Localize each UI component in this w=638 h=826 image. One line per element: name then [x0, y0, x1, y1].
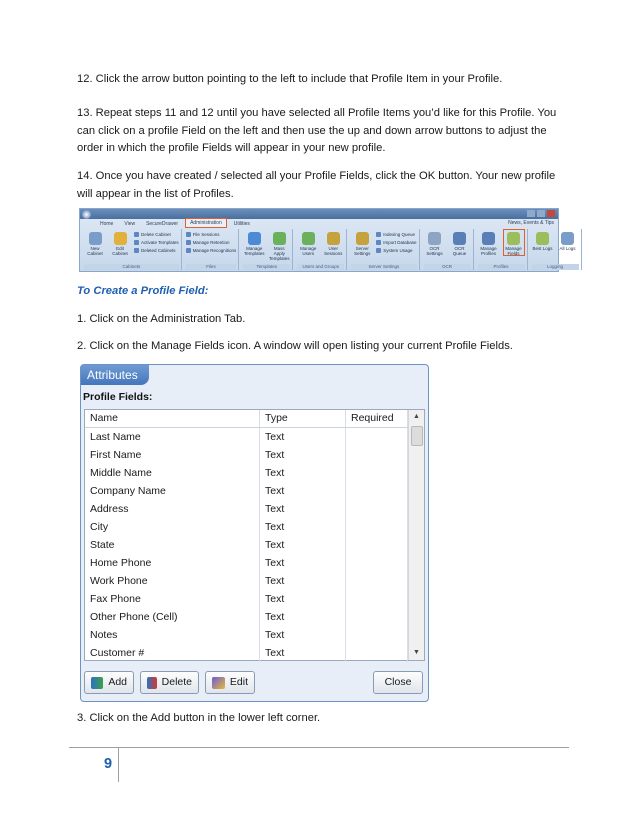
window-controls [527, 210, 555, 217]
cell-type: Text [260, 500, 346, 518]
cell-name: First Name [85, 446, 260, 464]
table-row[interactable] [85, 428, 424, 446]
step-1-text: 1. Click on the Administration Tab. [77, 313, 246, 325]
ribbon-small-icon [134, 248, 139, 253]
cell-name: Address [85, 500, 260, 518]
ribbon-titlebar [80, 209, 558, 219]
ribbon-button-label: Best Logs [532, 246, 553, 251]
cell-name: Work Phone [85, 572, 260, 590]
close-button-label: Close [384, 676, 412, 688]
scroll-up-icon[interactable]: ▲ [413, 413, 420, 420]
ribbon-button-icon [356, 232, 369, 245]
ribbon-tab-view[interactable]: View [124, 221, 136, 227]
cell-required [346, 518, 408, 536]
cell-required [346, 644, 408, 662]
ribbon-group-items [186, 229, 237, 264]
maximize-icon[interactable] [537, 210, 545, 217]
ribbon-small-icon [134, 240, 139, 245]
ribbon-button-label: OCR Settings [426, 246, 443, 256]
add-button[interactable] [84, 671, 134, 694]
step-12-text: 12. Click the arrow button pointing to the left to include that Profile Item in your Profile. [77, 73, 503, 85]
ribbon-small-label: Import Database [383, 240, 417, 245]
ribbon-button-icon [453, 232, 466, 245]
ribbon-group-server-settings [349, 229, 419, 270]
table-row[interactable] [85, 518, 424, 536]
ribbon-group-templates [241, 229, 293, 270]
ribbon-button-icon [536, 232, 549, 245]
cell-name: Notes [85, 626, 260, 644]
app-orb-icon[interactable] [82, 210, 91, 219]
table-row[interactable] [85, 554, 424, 572]
column-header-name[interactable]: Name [85, 410, 260, 427]
ribbon-small-label: Indexing Queue [383, 232, 415, 237]
ribbon-group-ocr [422, 229, 474, 270]
add-button-label: Add [108, 676, 127, 688]
edit-button-label: Edit [229, 676, 248, 688]
cell-required [346, 428, 408, 446]
ribbon-tab-home[interactable]: Home [100, 221, 114, 227]
cell-type: Text [260, 554, 346, 572]
ribbon-button-label: Manage Users [300, 246, 317, 256]
ribbon-small-icon [186, 248, 191, 253]
table-row[interactable] [85, 464, 424, 482]
ribbon-group-label: Files [186, 264, 237, 270]
cell-type: Text [260, 644, 346, 662]
footer-vertical-divider [118, 748, 119, 782]
ribbon-small-buttons [186, 231, 237, 254]
ribbon-button-best-logs[interactable] [532, 229, 554, 251]
section-heading: To Create a Profile Field: [77, 285, 209, 297]
ribbon-small-button-import-database[interactable] [376, 239, 416, 246]
ribbon-tab-utilities[interactable]: Utilities [233, 221, 250, 227]
ribbon-group-items [297, 229, 344, 264]
ribbon-button-label: Manage Templates [243, 246, 265, 256]
edit-icon [212, 677, 225, 689]
attributes-dialog [80, 364, 429, 702]
ribbon-small-label: File Sessions [192, 232, 220, 237]
column-header-required[interactable]: Required [346, 410, 408, 427]
ribbon-button-ocr-settings[interactable] [424, 229, 446, 256]
step-14-text: 14. Once you have created / selected all your Profile Fields, click the OK button. Your new profile will appear in the list of Profiles. [77, 170, 556, 200]
ribbon-button-label: Server Settings [354, 246, 371, 256]
ribbon-small-label: Manage Retention [192, 240, 230, 245]
table-row[interactable] [85, 536, 424, 554]
ribbon-group-cabinets [82, 229, 182, 270]
ribbon-small-label: Activate Templates [141, 240, 179, 245]
ribbon-small-buttons [134, 231, 179, 254]
cell-type: Text [260, 464, 346, 482]
cell-type: Text [260, 608, 346, 626]
table-row[interactable] [85, 626, 424, 644]
ribbon-small-button-deleted-cabinets[interactable] [134, 247, 179, 254]
table-row[interactable] [85, 608, 424, 626]
cell-required [346, 554, 408, 572]
table-row[interactable] [85, 644, 424, 662]
ribbon-small-label: System Usage [383, 248, 413, 253]
ribbon-button-icon [248, 232, 261, 245]
ribbon-group-profiles [476, 229, 528, 270]
cell-type: Text [260, 536, 346, 554]
cell-type: Text [260, 590, 346, 608]
ribbon-group-label: Users and Groups [297, 264, 344, 270]
add-icon [91, 677, 103, 689]
table-row[interactable] [85, 572, 424, 590]
table-row[interactable] [85, 590, 424, 608]
ribbon-body [80, 228, 576, 271]
ribbon-screenshot [79, 208, 576, 272]
cell-type: Text [260, 518, 346, 536]
ribbon-button-mass-apply-templates[interactable] [268, 229, 290, 261]
ribbon-group-items [351, 229, 416, 264]
ribbon-button-user-sessions[interactable] [322, 229, 344, 256]
profile-fields-grid[interactable] [84, 409, 425, 661]
ribbon-button-label: Mass Apply Templates [268, 246, 290, 261]
cell-required [346, 536, 408, 554]
table-row[interactable] [85, 500, 424, 518]
cell-required [346, 590, 408, 608]
ribbon-button-manage-fields[interactable] [503, 229, 525, 256]
footer-divider [69, 747, 569, 748]
vertical-scrollbar[interactable] [408, 410, 424, 660]
column-header-type[interactable]: Type [260, 410, 346, 427]
ribbon-button-icon [114, 232, 127, 245]
ribbon-button-icon [428, 232, 441, 245]
cell-required [346, 446, 408, 464]
cell-type: Text [260, 428, 346, 446]
ribbon-group-users-and-groups [295, 229, 347, 270]
ribbon-button-manage-profiles[interactable] [478, 229, 500, 256]
ribbon-button-all-logs[interactable] [557, 229, 579, 251]
delete-button-label: Delete [161, 676, 192, 688]
ribbon-tab-securedrawer[interactable]: SecureDrawer [146, 221, 179, 227]
ribbon-small-icon [376, 240, 381, 245]
cell-name: Other Phone (Cell) [85, 608, 260, 626]
ribbon-button-icon [561, 232, 574, 245]
ribbon-group-logging [530, 229, 582, 270]
ribbon-group-label: Templates [243, 264, 290, 270]
step-2-text: 2. Click on the Manage Fields icon. A window will open listing your current Profile Fields. [77, 340, 513, 352]
ribbon-tab-administration[interactable]: Administration [185, 218, 227, 228]
profile-fields-label: Profile Fields: [83, 391, 153, 403]
ribbon-button-label: Edit Cabinet [112, 246, 128, 256]
ribbon-button-server-settings[interactable] [351, 229, 373, 256]
ribbon-button-new-cabinet[interactable] [84, 229, 106, 256]
ribbon-small-button-indexing-queue[interactable] [376, 231, 416, 238]
ribbon-group-label: Profiles [478, 264, 525, 270]
page-number: 9 [104, 756, 113, 772]
cell-name: Fax Phone [85, 590, 260, 608]
close-button[interactable] [373, 671, 423, 694]
ribbon-button-label: Manage Fields [505, 246, 522, 256]
ribbon-button-label: OCR Queue [452, 246, 467, 256]
cell-required [346, 464, 408, 482]
cell-required [346, 482, 408, 500]
scroll-thumb[interactable] [411, 426, 423, 446]
ribbon-group-label: Cabinets [84, 264, 179, 270]
news-link[interactable]: News, Events & Tips [508, 220, 554, 226]
cell-required [346, 608, 408, 626]
cell-required [346, 572, 408, 590]
ribbon-button-manage-templates[interactable] [243, 229, 265, 256]
cell-type: Text [260, 572, 346, 590]
dialog-title: Attributes [81, 365, 149, 385]
ribbon-button-icon [482, 232, 495, 245]
ribbon-small-label: Manage Recognitions [192, 248, 237, 253]
ribbon-small-button-activate-templates[interactable] [134, 239, 179, 246]
ribbon-group-items [84, 229, 179, 264]
delete-button[interactable] [140, 671, 199, 694]
cell-name: Middle Name [85, 464, 260, 482]
ribbon-group-label: OCR [424, 264, 471, 270]
cell-name: State [85, 536, 260, 554]
cell-type: Text [260, 446, 346, 464]
ribbon-small-icon [376, 232, 381, 237]
cell-type: Text [260, 626, 346, 644]
ribbon-group-items [424, 229, 471, 264]
ribbon-button-label: All Logs [559, 246, 576, 251]
ribbon-small-icon [186, 232, 191, 237]
step-3-text: 3. Click on the Add button in the lower left corner. [77, 712, 321, 724]
close-icon[interactable] [547, 210, 555, 217]
table-row[interactable] [85, 446, 424, 464]
ribbon-small-button-delete-cabinet[interactable] [134, 231, 179, 238]
ribbon-small-button-system-usage[interactable] [376, 247, 416, 254]
cell-name: Home Phone [85, 554, 260, 572]
ribbon-tabs [80, 219, 558, 228]
ribbon-small-label: Deleted Cabinets [141, 248, 176, 253]
delete-icon [147, 677, 157, 689]
cell-name: Customer # [85, 644, 260, 662]
table-row[interactable] [85, 482, 424, 500]
ribbon-button-label: User Sessions [324, 246, 343, 256]
ribbon-group-label: Server Settings [351, 264, 416, 270]
ribbon-button-label: New Cabinet [87, 246, 103, 256]
ribbon-button-manage-users[interactable] [297, 229, 319, 256]
ribbon-button-icon [327, 232, 340, 245]
ribbon-group-label: Logging [532, 264, 579, 270]
edit-button[interactable] [205, 671, 255, 694]
ribbon-small-icon [134, 232, 139, 237]
cell-required [346, 500, 408, 518]
cell-name: Company Name [85, 482, 260, 500]
ribbon-button-edit-cabinet[interactable] [109, 229, 131, 256]
cell-name: Last Name [85, 428, 260, 446]
ribbon-small-buttons [376, 231, 416, 254]
ribbon-group-items [478, 229, 525, 264]
ribbon-small-icon [186, 240, 191, 245]
step-13-text: 13. Repeat steps 11 and 12 until you have selected all Profile Items you’d like for this Profile. You can click on a profile Field on the left and then use the up and down arrow buttons to adjust the order in which the profile Fields will appear in your new profile. [77, 107, 557, 154]
ribbon-group-items [532, 229, 579, 264]
ribbon-button-label: Manage Profiles [480, 246, 497, 256]
ribbon-small-button-manage-retention[interactable] [186, 239, 237, 246]
grid-header [85, 410, 424, 428]
ribbon-button-icon [273, 232, 286, 245]
cell-required [346, 626, 408, 644]
ribbon-button-ocr-queue[interactable] [449, 229, 471, 256]
minimize-icon[interactable] [527, 210, 535, 217]
cell-name: City [85, 518, 260, 536]
ribbon-small-icon [376, 248, 381, 253]
grid-rows [85, 428, 424, 662]
ribbon-small-button-manage-recognitions[interactable] [186, 247, 237, 254]
scroll-down-icon[interactable]: ▼ [413, 649, 420, 656]
ribbon-small-button-file-sessions[interactable] [186, 231, 237, 238]
ribbon-small-label: Delete Cabinet [141, 232, 171, 237]
ribbon-button-icon [89, 232, 102, 245]
ribbon-group-items [243, 229, 290, 264]
cell-type: Text [260, 482, 346, 500]
ribbon-button-icon [507, 232, 520, 245]
ribbon-group-files [184, 229, 240, 270]
ribbon-button-icon [302, 232, 315, 245]
